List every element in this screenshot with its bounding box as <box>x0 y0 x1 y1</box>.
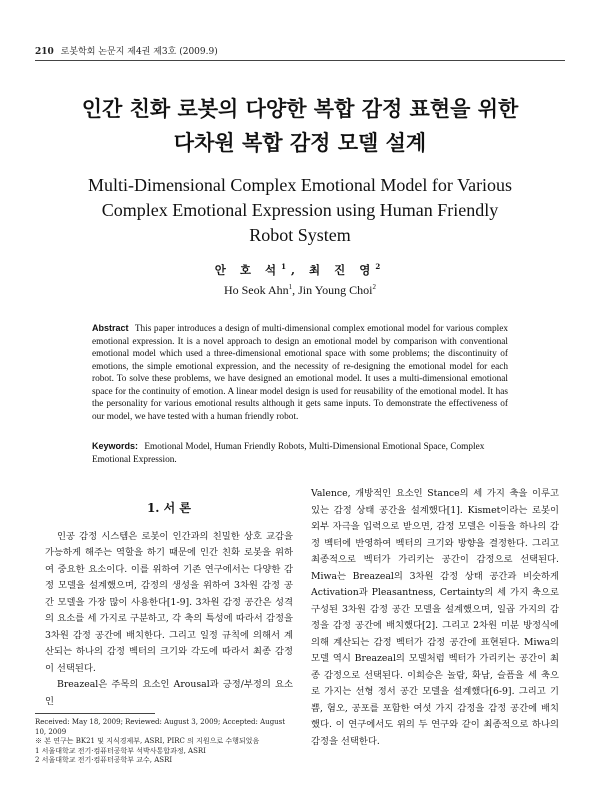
journal-name: 로봇학회 논문지 제4권 제3호 (2009.9) <box>60 47 218 57</box>
left-column <box>45 500 293 710</box>
footnote: 2 서울대학교 전기·컴퓨터공학부 교수, ASRI <box>35 756 173 764</box>
section-title: 1. 서 론 <box>146 501 192 515</box>
author-2-en: Jin Young Choi <box>298 283 373 297</box>
title-korean <box>0 92 600 160</box>
right-column <box>311 486 559 750</box>
title-english <box>0 173 600 248</box>
page-number: 210 <box>35 47 54 57</box>
running-header <box>35 44 218 57</box>
authors-korean <box>0 262 600 278</box>
footnote-rule <box>35 713 155 714</box>
author-2-affil: 2 <box>375 262 386 272</box>
keywords <box>92 440 508 466</box>
authors-english <box>0 283 600 298</box>
title-english-line: Multi-Dimensional Complex Emotional Model for Various <box>87 175 513 195</box>
abstract-text: This paper introduces a design of multi-dimensional complex emotional model for various complex emotional expression. It is a novel approach to design an emotional model by comparison with conventional emotional model which used a three-dimensional emotional space with some problems; the discontinuity of emotions, the simple emotional expression, and the necessity of re-designing the emotional model for each robot. To solve these problems, we have designed an emotional model. It uses a multi-dimensional emotional space for the continuity of emotion. A linear model design is used for reusability of the emotional model. It has the personality for various emotional results although it gets same inputs. To demonstrate the effectiveness of our model, we have tested with a human friendly robot. <box>92 324 508 422</box>
abstract <box>92 322 508 423</box>
author-1-affil: 1 <box>281 262 291 272</box>
author-sep: , <box>290 263 309 277</box>
title-korean-line: 다차원 복합 감정 모델 설계 <box>173 130 427 155</box>
author-1-ko: 안 호 석 <box>214 263 282 277</box>
author-1-affil: 1 <box>288 283 293 291</box>
author-2-ko: 최 진 영 <box>309 263 376 277</box>
footnote: ※ 본 연구는 BK21 및 지식경제부, ASRI, PIRC 의 지원으로 수행되었음 <box>35 737 260 745</box>
title-english-line: Complex Emotional Expression using Human Friendly <box>101 200 499 220</box>
abstract-label: Abstract <box>92 323 129 333</box>
title-english-line: Robot System <box>249 225 351 245</box>
paragraph: 인공 감정 시스템은 로봇이 인간과의 친밀한 상호 교감을 가능하게 해주는 역할을 하기 때문에 인간 친화 로봇을 위하여 중요한 요소이다. 이를 위하여 기존 연구에서는 다양한 감정 모델을 설계했으며, 감정의 생성을 위하여 3차원 감정 공간 모델을 가장 많이 사용한다[1-9]. 3차원 감정 공간은 성격의 요소를 세 가지로 구분하고, 각 축의 특성에 따라서 감정을 3차원 감정 공간에 배치한다. 그리고 일정 규칙에 의해서 계산되는 하나의 감정 벡터의 크기와 각도에 따라서 최종 감정이 선택된다. <box>45 530 293 674</box>
paragraph: Valence, 개방적인 요소인 Stance의 세 가지 축을 이루고 있는 감정 상태 공간을 설계했다[1]. Kismet이라는 로봇이 외부 자극을 입력으로 받으면, 감정 모델은 이들을 하나의 감정 벡터에 반영하여 벡터의 크기와 방향을 결정한다. 그리고 최종적으로 벡터가 가리키는 공간이 감정으로 선택된다. Miwa는 Breazeal의 3차원 감정 상태 공간과 비슷하게 Activation과 Pleasantness, Certainty의 세 가지 축으로 구성된 3차원 감정 공간 모델을 설계했으며, 일곱 가지의 감정을 감정 공간에 배치했다[2]. 그리고 2차원 미분 방정식에 의해 계산되는 감정 벡터가 감정 공간에 표현된다. Miwa의 모델 역시 Breazeal의 모델처럼 벡터가 가리키는 공간이 최종 감정으로 선택된다. 이희승은 놀람, 화남, 슬픔을 세 축으로 가지는 선형 정서 공간 모델을 설계했다[6-9]. 그리고 기쁨, 혐오, 공포를 포함한 여섯 가지 감정을 감정 공간에 배치했다. 이 연구에서도 위의 두 연구와 같이 최종적으로 하나의 감정을 선택한다. <box>311 488 559 747</box>
footnote: 1 서울대학교 전기·컴퓨터공학부 석박사통합과정, ASRI <box>35 746 206 755</box>
author-sep: , <box>292 283 299 297</box>
footnotes <box>35 718 295 766</box>
keywords-text: Emotional Model, Human Friendly Robots, Multi-Dimensional Emotional Space, Complex Emotional Expression. <box>92 442 485 465</box>
header-rule <box>35 60 565 61</box>
author-1-en: Ho Seok Ahn <box>223 283 289 297</box>
paragraph: Breazeal은 주목의 요소인 Arousal과 긍정/부정의 요소인 <box>45 679 293 707</box>
keywords-label: Keywords: <box>92 441 139 451</box>
title-korean-line: 인간 친화 로봇의 다양한 복합 감정 표현을 위한 <box>81 96 519 121</box>
footnote: Received: May 18, 2009; Reviewed: August 3, 2009; Accepted: August 10, 2009 <box>35 718 286 736</box>
author-2-affil: 2 <box>372 283 377 291</box>
